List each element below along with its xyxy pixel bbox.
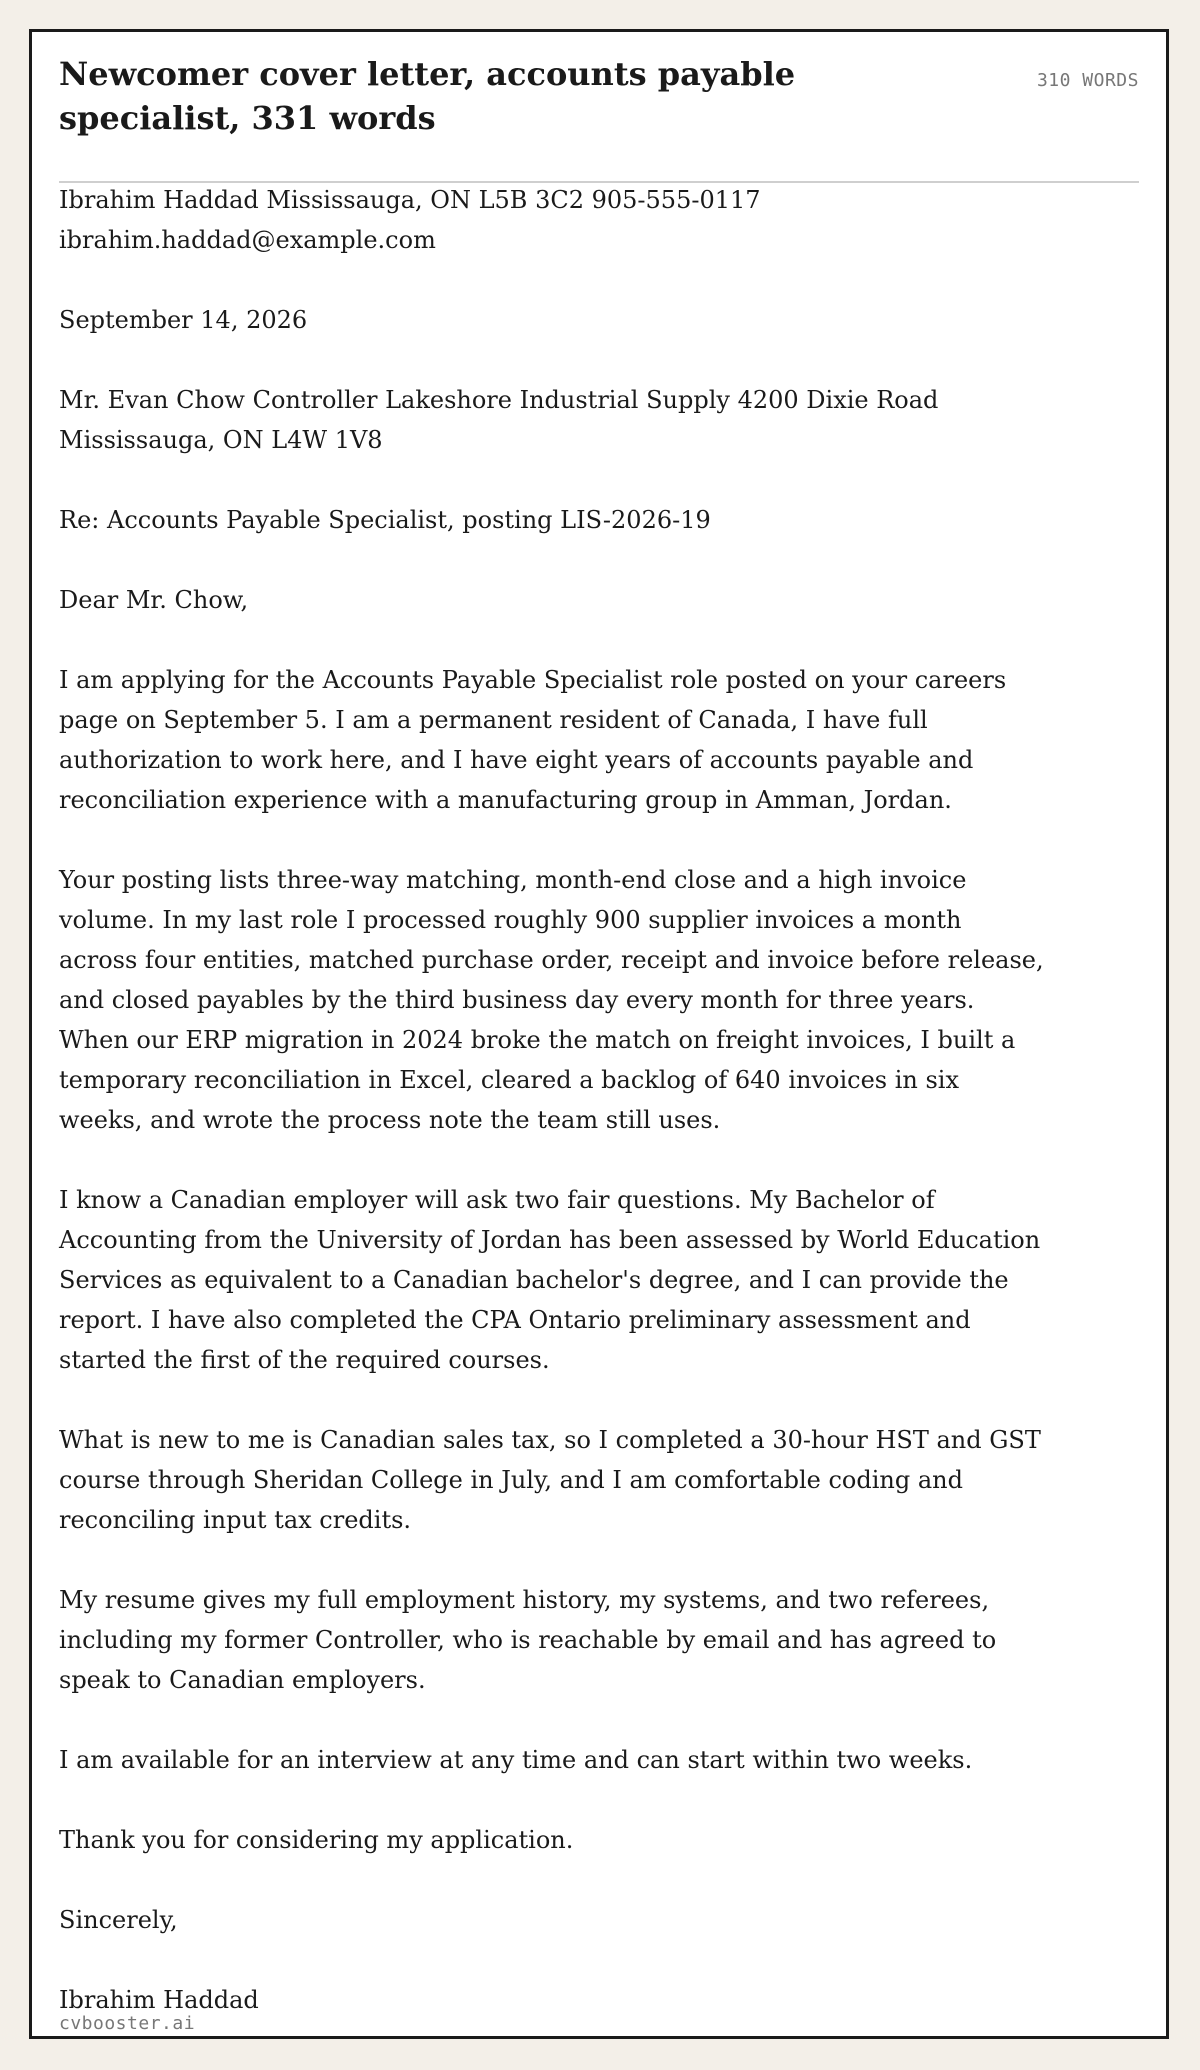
sender-contact-line: Ibrahim Haddad Mississauga, ON L5B 3C2 905-555-0117 ibrahim.haddad@example.com	[59, 186, 761, 254]
letter-date: September 14, 2026	[59, 306, 308, 334]
body-paragraph: My resume gives my full employment history, my systems, and two referees, including my former Controller, who is reachable by email and has agreed to speak to Canadian employers.	[59, 1586, 997, 1694]
cover-letter-card	[29, 29, 1169, 2039]
signature-name: Ibrahim Haddad	[59, 1986, 259, 2014]
body-paragraph: I am applying for the Accounts Payable Specialist role posted on your careers page on September 5. I am a permanent resident of Canada, I have full authorization to work here, and I have eight years of accounts payable and reconciliation experience with a manufacturing group in Amman, Jordan.	[59, 666, 1007, 814]
body-paragraph: I am available for an interview at any time and can start within two weeks.	[59, 1746, 973, 1774]
body-paragraph: I know a Canadian employer will ask two fair questions. My Bachelor of Accounting from the University of Jordan has been assessed by World Education Services as equivalent to a Canadian bachelor's degree, and I can provide the report. I have also completed the CPA Ontario preliminary assessment and started the first of the required courses.	[59, 1186, 1041, 1374]
body-paragraph: Thank you for considering my application.	[59, 1826, 574, 1854]
salutation: Dear Mr. Chow,	[59, 586, 249, 614]
letter-header	[59, 52, 1139, 183]
page-title: Newcomer cover letter, accounts payable specialist, 331 words	[59, 55, 796, 137]
body-paragraph: What is new to me is Canadian sales tax, so I completed a 30-hour HST and GST course through Sheridan College in July, and I am comfortable coding and reconciling input tax credits.	[59, 1426, 1041, 1534]
word-count-badge: 310 WORDS	[1036, 70, 1139, 91]
body-paragraph: Your posting lists three-way matching, month-end close and a high invoice volume. In my last role I processed roughly 900 supplier invoices a month across four entities, matched purchase order, receipt and invoice before release, and closed payables by the third business day every month for three years. When our ERP migration in 2024 broke the match on freight invoices, I built a temporary reconciliation in Excel, cleared a backlog of 640 invoices in six weeks, and wrote the process note the team still uses.	[59, 866, 1044, 1134]
closing: Sincerely,	[59, 1906, 178, 1934]
recipient-address: Mr. Evan Chow Controller Lakeshore Industrial Supply 4200 Dixie Road Mississauga, ON L4W 1V8	[59, 386, 939, 454]
subject-line: Re: Accounts Payable Specialist, posting LIS-2026-19	[59, 506, 711, 534]
footer-brand: cvbooster.ai	[59, 2013, 196, 2034]
letter-body	[59, 180, 1079, 2020]
